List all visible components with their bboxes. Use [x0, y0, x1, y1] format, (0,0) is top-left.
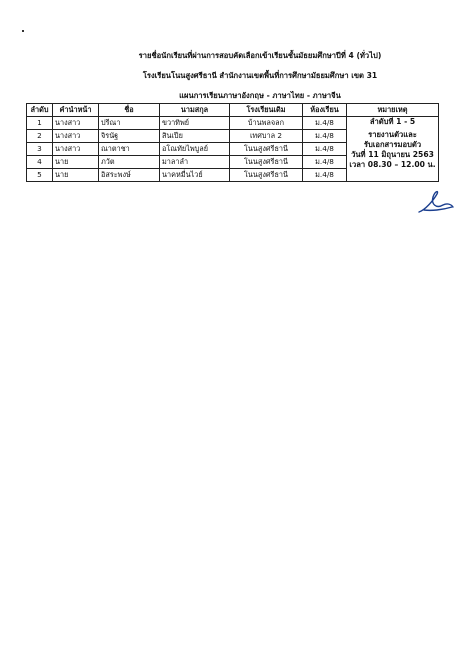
cell-prefix: นาย [53, 169, 99, 182]
remark-line-5: เวลา 08.30 – 12.00 น. [349, 160, 436, 169]
cell-prefix: นาย [53, 156, 99, 169]
cell-first-name: จิรนัฐ [99, 130, 160, 143]
remarks-cell [347, 117, 439, 182]
cell-last-name: มาลาลำ [160, 156, 230, 169]
student-table [26, 103, 439, 182]
header-last-name: นามสกุล [160, 104, 230, 117]
cell-last-name: สินเปีย [160, 130, 230, 143]
cell-room: ม.4/8 [303, 130, 347, 143]
cell-no: 5 [27, 169, 53, 182]
cell-first-name: ภวัต [99, 156, 160, 169]
header-former-school: โรงเรียนเดิม [230, 104, 303, 117]
cell-prefix: นางสาว [53, 130, 99, 143]
cell-former-school: โนนสูงศรีธานี [230, 143, 303, 156]
cell-no: 4 [27, 156, 53, 169]
cell-last-name: อโณทัยไพบูลย์ [160, 143, 230, 156]
cell-last-name: นาคหมื่นไวย์ [160, 169, 230, 182]
cell-room: ม.4/8 [303, 117, 347, 130]
cell-no: 1 [27, 117, 53, 130]
cell-no: 2 [27, 130, 53, 143]
cell-room: ม.4/8 [303, 169, 347, 182]
cell-prefix: นางสาว [53, 143, 99, 156]
cell-room: ม.4/8 [303, 156, 347, 169]
cell-former-school: โนนสูงศรีธานี [230, 156, 303, 169]
cell-first-name: อิสระพงษ์ [99, 169, 160, 182]
remark-line-3: รับเอกสารมอบตัว [363, 140, 422, 149]
header-no: ลำดับ [27, 104, 53, 117]
header-prefix: คำนำหน้า [53, 104, 99, 117]
cell-first-name: ปรีณา [99, 117, 160, 130]
header-first-name: ชื่อ [99, 104, 160, 117]
cell-room: ม.4/8 [303, 143, 347, 156]
program-line: แผนการเรียนภาษาอังกฤษ - ภาษาไทย - ภาษาจีน [179, 91, 341, 100]
school-line: โรงเรียนโนนสูงศรีธานี สำนักงานเขตพื้นที่การศึกษามัธยมศึกษา เขต 31 [142, 71, 378, 80]
header-room: ห้องเรียน [303, 104, 347, 117]
cell-former-school: เทศบาล 2 [230, 130, 303, 143]
table-row [27, 117, 439, 130]
cell-former-school: บ้านพลจลก [230, 117, 303, 130]
signature-icon [416, 188, 456, 216]
table-header-row [27, 104, 439, 117]
cell-former-school: โนนสูงศรีธานี [230, 169, 303, 182]
cell-last-name: ขวาทิพย์ [160, 117, 230, 130]
cell-prefix: นางสาว [53, 117, 99, 130]
remark-line-1: ลำดับที่ 1 - 5 [369, 117, 416, 126]
document-title: รายชื่อนักเรียนที่ผ่านการสอบคัดเลือกเข้าเรียนชั้นมัธยมศึกษาปีที่ 4 (ทั่วไป) [138, 51, 382, 60]
remark-line-2: รายงานตัวและ [368, 130, 417, 139]
cell-no: 3 [27, 143, 53, 156]
remark-line-4: วันที่ 11 มิถุนายน 2563 [351, 150, 434, 159]
scan-speck [22, 30, 24, 32]
cell-first-name: ณาตาชา [99, 143, 160, 156]
header-remarks: หมายเหตุ [347, 104, 439, 117]
